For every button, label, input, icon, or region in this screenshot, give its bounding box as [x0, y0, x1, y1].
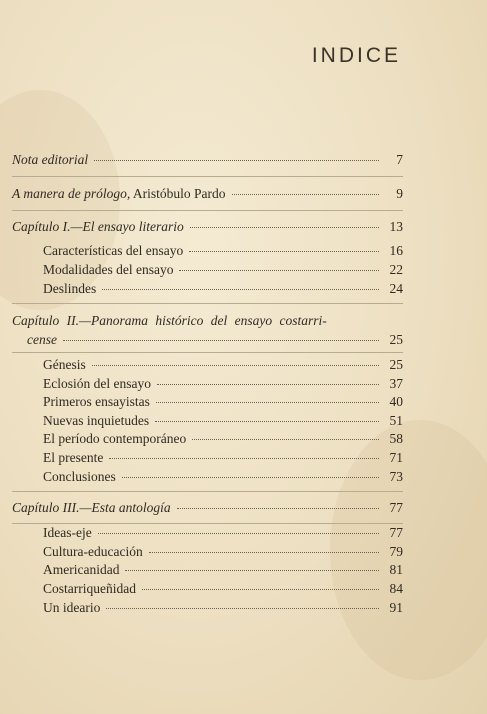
toc-label: Capítulo III.—Esta antología [12, 500, 171, 515]
toc-label-author: Aristóbulo Pardo [130, 186, 226, 201]
toc-entry-modalidades[interactable] [43, 262, 403, 278]
dot-leader [157, 384, 379, 385]
toc-page-number: 81 [389, 562, 403, 577]
dot-leader [149, 552, 379, 553]
toc-label: Americanidad [43, 562, 120, 577]
toc-page-number: 58 [389, 431, 403, 446]
dot-leader [177, 508, 379, 509]
toc-entry-un-ideario[interactable] [43, 600, 403, 616]
toc-page-number: 73 [389, 469, 403, 484]
toc-label: Eclosión del ensayo [43, 376, 151, 391]
dot-leader [102, 289, 379, 290]
toc-page-number: 79 [389, 544, 403, 559]
toc-page-number: 77 [389, 525, 403, 540]
dot-leader [109, 458, 379, 459]
toc-page-number: 71 [389, 450, 403, 465]
dot-leader [98, 533, 379, 534]
dot-leader [190, 227, 379, 228]
toc-label: El período contemporáneo [43, 431, 187, 446]
dot-leader [189, 251, 379, 252]
divider [12, 210, 403, 211]
divider [12, 523, 403, 524]
toc-label: Cultura-educación [43, 544, 143, 559]
toc-page-number: 13 [389, 219, 403, 234]
dot-leader [192, 439, 379, 440]
toc-page-number: 22 [389, 262, 403, 277]
toc-entry-el-presente[interactable] [43, 450, 403, 466]
toc-entry-nuevas-inquietudes[interactable] [43, 413, 403, 429]
toc-page-number: 91 [389, 600, 403, 615]
dot-leader [142, 589, 379, 590]
toc-label: Capítulo I.—El ensayo literario [12, 219, 184, 234]
dot-leader [63, 340, 379, 341]
divider [12, 176, 403, 177]
toc-entry-capitulo-2-line1[interactable] [12, 313, 403, 329]
toc-label: cense [27, 332, 57, 347]
toc-entry-eclosion[interactable] [43, 376, 403, 392]
page-title: INDICE [311, 44, 401, 67]
toc-label: Primeros ensayistas [43, 394, 150, 409]
toc-label: Nota editorial [12, 152, 89, 167]
toc-page-number: 40 [389, 394, 403, 409]
toc-label: El presente [43, 450, 104, 465]
toc-entry-primeros-ensayistas[interactable] [43, 394, 403, 410]
toc-entry-ideas-eje[interactable] [43, 525, 403, 541]
toc-entry-caracteristicas[interactable] [43, 243, 403, 259]
toc-page-number: 16 [389, 243, 403, 258]
toc-entry-capitulo-2[interactable] [27, 332, 403, 348]
toc-label: Características del ensayo [43, 243, 184, 258]
dot-leader [122, 477, 379, 478]
dot-leader [179, 270, 379, 271]
toc-page-number: 7 [396, 152, 403, 167]
toc-label-italic: A manera de prólogo, [12, 186, 131, 201]
toc-entry-capitulo-1[interactable] [12, 219, 403, 235]
divider [12, 352, 403, 353]
dot-leader [232, 194, 379, 195]
toc-entry-conclusiones[interactable] [43, 469, 403, 485]
toc-page-number: 51 [389, 413, 403, 428]
dot-leader [155, 421, 379, 422]
divider [12, 303, 403, 304]
toc-page-number: 24 [389, 281, 403, 296]
toc-entry-capitulo-3[interactable] [12, 500, 403, 516]
toc-entry-genesis[interactable] [43, 357, 403, 373]
dot-leader [106, 608, 379, 609]
toc-page-number: 37 [389, 376, 403, 391]
toc-entry-costarriquenidad[interactable] [43, 581, 403, 597]
toc-entry-nota-editorial[interactable] [12, 152, 403, 168]
toc-label: Génesis [43, 357, 86, 372]
toc-label: Capítulo II.—Panorama histórico del ensayo costarri- [12, 313, 327, 328]
toc-label [12, 186, 226, 202]
toc-entry-americanidad[interactable] [43, 562, 403, 578]
toc-page-number: 9 [396, 186, 403, 201]
toc-label: Un ideario [43, 600, 101, 615]
toc-label: Conclusiones [43, 469, 116, 484]
toc-entry-cultura-educacion[interactable] [43, 544, 403, 560]
dot-leader [92, 365, 379, 366]
dot-leader [125, 570, 379, 571]
toc-label: Modalidades del ensayo [43, 262, 174, 277]
dot-leader [156, 402, 379, 403]
toc-label: Costarriqueñidad [43, 581, 136, 596]
toc-entry-deslindes[interactable] [43, 281, 403, 297]
toc-page-number: 84 [389, 581, 403, 596]
dot-leader [94, 160, 379, 161]
toc-label: Nuevas inquietudes [43, 413, 150, 428]
toc-page-number: 25 [389, 357, 403, 372]
divider [12, 491, 403, 492]
toc-label: Deslindes [43, 281, 97, 296]
toc-page-number: 77 [389, 500, 403, 515]
toc-label: Ideas-eje [43, 525, 92, 540]
toc-entry-periodo-contemporaneo[interactable] [43, 431, 403, 447]
toc-page-number: 25 [389, 332, 403, 347]
toc-entry-prologo[interactable] [12, 186, 403, 202]
